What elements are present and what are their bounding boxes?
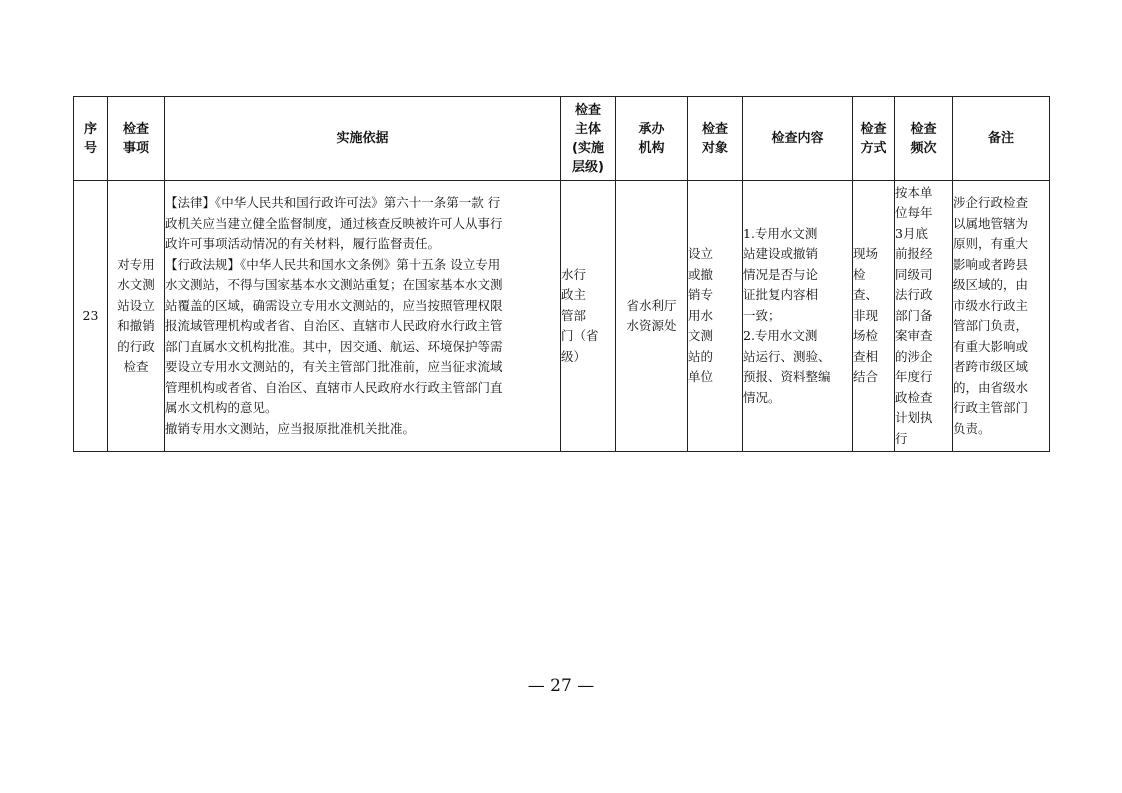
header-frequency: 检查 频次 [895, 97, 953, 181]
cell-frequency: 按本单 位每年 3月底 前报经 同级司 法行政 部门备 案审查 的涉企 年度行 政检查 计划执 行 [895, 181, 953, 452]
header-no: 序 号 [74, 97, 108, 181]
inspection-table [73, 96, 1050, 452]
header-object: 检查 对象 [688, 97, 743, 181]
header-content: 检查内容 [743, 97, 853, 181]
cell-agency: 省水利厅 水资源处 [616, 181, 688, 452]
cell-remark: 涉企行政检查 以属地管辖为 原则，有重大 影响或者跨县 级区域的，由 市级水行政主 管部门负责， 有重大影响或 者跨市级区域 的，由省级水 行政主管部门 负责。 [953, 181, 1050, 452]
cell-subject: 水行 政主 管部 门（省 级） [561, 181, 616, 452]
table-header-row [74, 97, 1050, 181]
header-basis: 实施依据 [165, 97, 561, 181]
cell-item: 对专用 水文测 站设立 和撤销 的行政 检查 [108, 181, 165, 452]
header-subject: 检查 主体 (实施 层级) [561, 97, 616, 181]
header-method: 检查 方式 [853, 97, 895, 181]
page-number: — 27 — [527, 676, 595, 696]
cell-basis: 【法律】《中华人民共和国行政许可法》第六十一条第一款 行 政机关应当建立健全监督制度，通过核查反映被许可人从事行 政许可事项活动情况的有关材料，履行监督责任。 【行政法规】《中华人民共和国水文条例》第十五条 设立专用 水文测站，不得与国家基本水文测站重复；在国家基本水文测 站覆盖的区域，确需设立专用水文测站的，应当按照管理权限 报流域管理机构或者省、自治区、直辖市人民政府水行政主管 部门直属水文机构批准。其中，因交通、航运、环境保护等需 要设立专用水文测站的，有关主管部门批准前，应当征求流域 管理机构或者省、自治区、直辖市人民政府水行政主管部门直 属水文机构的意见。 撤销专用水文测站，应当报原批准机关批准。 [165, 181, 561, 452]
cell-object: 设立 或撤 销专 用水 文测 站的 单位 [688, 181, 743, 452]
header-remark: 备注 [953, 97, 1050, 181]
cell-method: 现场 检 查、 非现 场检 查相 结合 [853, 181, 895, 452]
cell-no: 23 [74, 181, 108, 452]
cell-content: 1.专用水文测 站建设或撤销 情况是否与论 证批复内容相 一致； 2.专用水文测 站运行、测验、 预报、资料整编 情况。 [743, 181, 853, 452]
table-row [74, 181, 1050, 452]
header-agency: 承办 机构 [616, 97, 688, 181]
header-item: 检查 事项 [108, 97, 165, 181]
